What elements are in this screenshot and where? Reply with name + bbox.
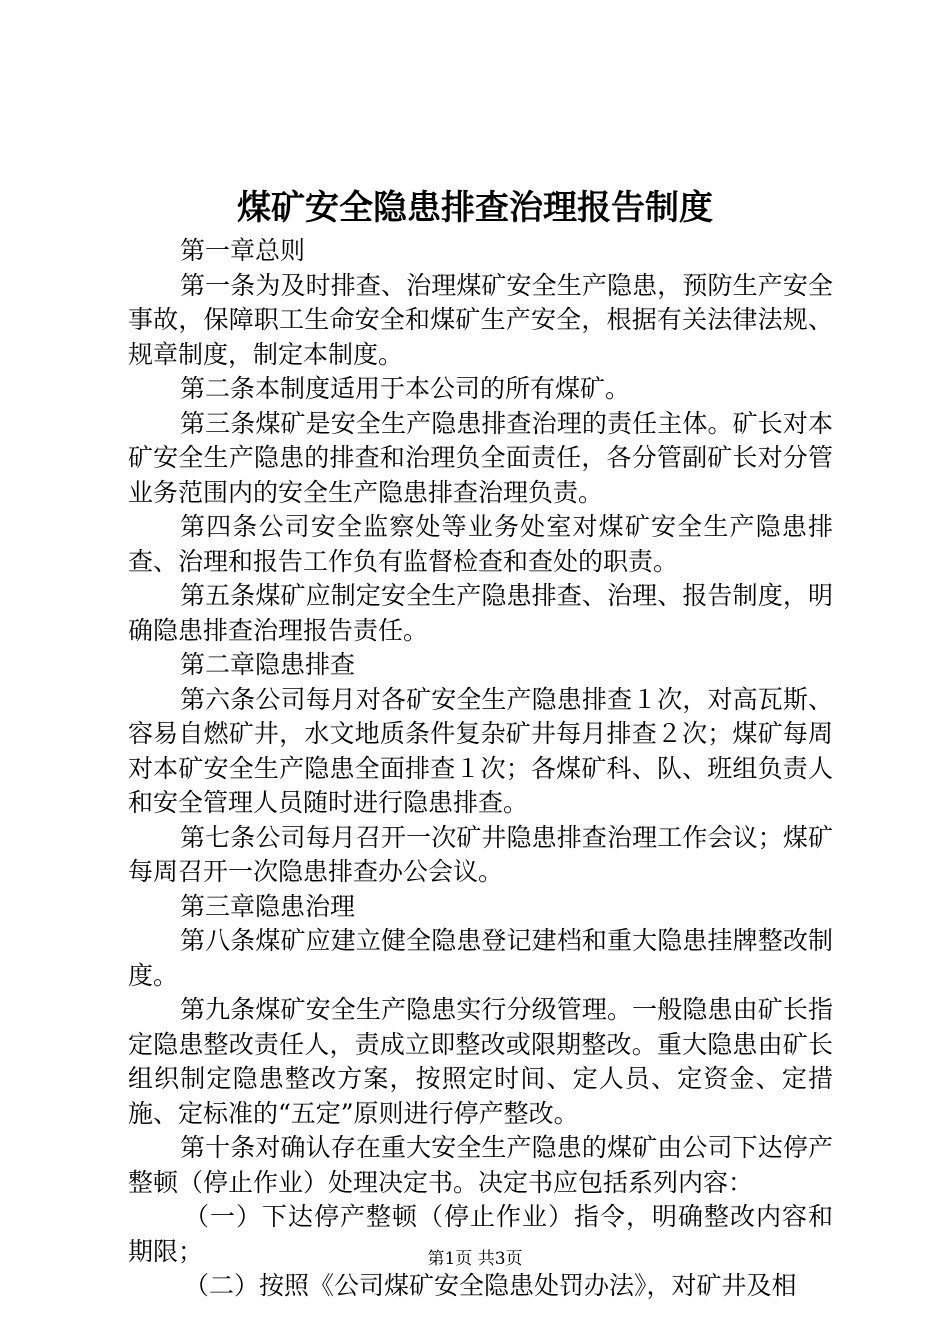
chapter-heading: 第一章总则 <box>180 236 306 265</box>
chapter-heading: 第二章隐患排查 <box>180 650 356 679</box>
article-paragraph: 第十条对确认存在重大安全生产隐患的煤矿由公司下达停产整顿（停止作业）处理决定书。决定书应包括系列内容： <box>128 1133 833 1197</box>
chapter-heading: 第三章隐患治理 <box>180 891 356 921</box>
page-number-footer: 第1页 共3页 <box>427 1249 523 1269</box>
article-paragraph: 第三条煤矿是安全生产隐患排查治理的责任主体。矿长对本矿安全生产隐患的排查和治理负全面责任，各分管副矿长对分管业务范围内的安全生产隐患排查治理负责。 <box>128 408 833 507</box>
document-body <box>128 234 833 1304</box>
article-paragraph: 第五条煤矿应制定安全生产隐患排查、治理、报告制度，明确隐患排查治理报告责任。 <box>128 581 833 645</box>
document-title: 煤矿安全隐患排查治理报告制度 <box>237 188 713 228</box>
article-paragraph: 第四条公司安全监察处等业务处室对煤矿安全生产隐患排查、治理和报告工作负有监督检查和查处的职责。 <box>128 512 833 576</box>
article-paragraph: 第六条公司每月对各矿安全生产隐患排查１次，对高瓦斯、容易自燃矿井，水文地质条件复杂矿井每月排查２次；煤矿每周对本矿安全生产隐患全面排查１次；各煤矿科、队、班组负责人和安全管理人员随时进行隐患排查。 <box>128 684 833 817</box>
article-paragraph: 第二条本制度适用于本公司的所有煤矿。 <box>180 374 631 403</box>
article-paragraph: 第八条煤矿应建立健全隐患登记建档和重大隐患挂牌整改制度。 <box>128 926 833 990</box>
list-item: （二）按照《公司煤矿安全隐患处罚办法》，对矿井及相 <box>184 1271 797 1300</box>
list-item: （一）下达停产整顿（停止作业）指令，明确整改内容和期限； <box>128 1202 833 1266</box>
article-paragraph: 第七条公司每月召开一次矿井隐患排查治理工作会议；煤矿每周召开一次隐患排查办公会议。 <box>128 822 833 886</box>
article-paragraph: 第九条煤矿安全生产隐患实行分级管理。一般隐患由矿长指定隐患整改责任人，责成立即整改或限期整改。重大隐患由矿长组织制定隐患整改方案，按照定时间、定人员、定资金、定措施、定标准的“五定”原则进行停产整改。 <box>128 995 833 1128</box>
article-paragraph: 第一条为及时排查、治理煤矿安全生产隐患，预防生产安全事故，保障职工生命安全和煤矿生产安全，根据有关法律法规、规章制度，制定本制度。 <box>128 270 833 369</box>
